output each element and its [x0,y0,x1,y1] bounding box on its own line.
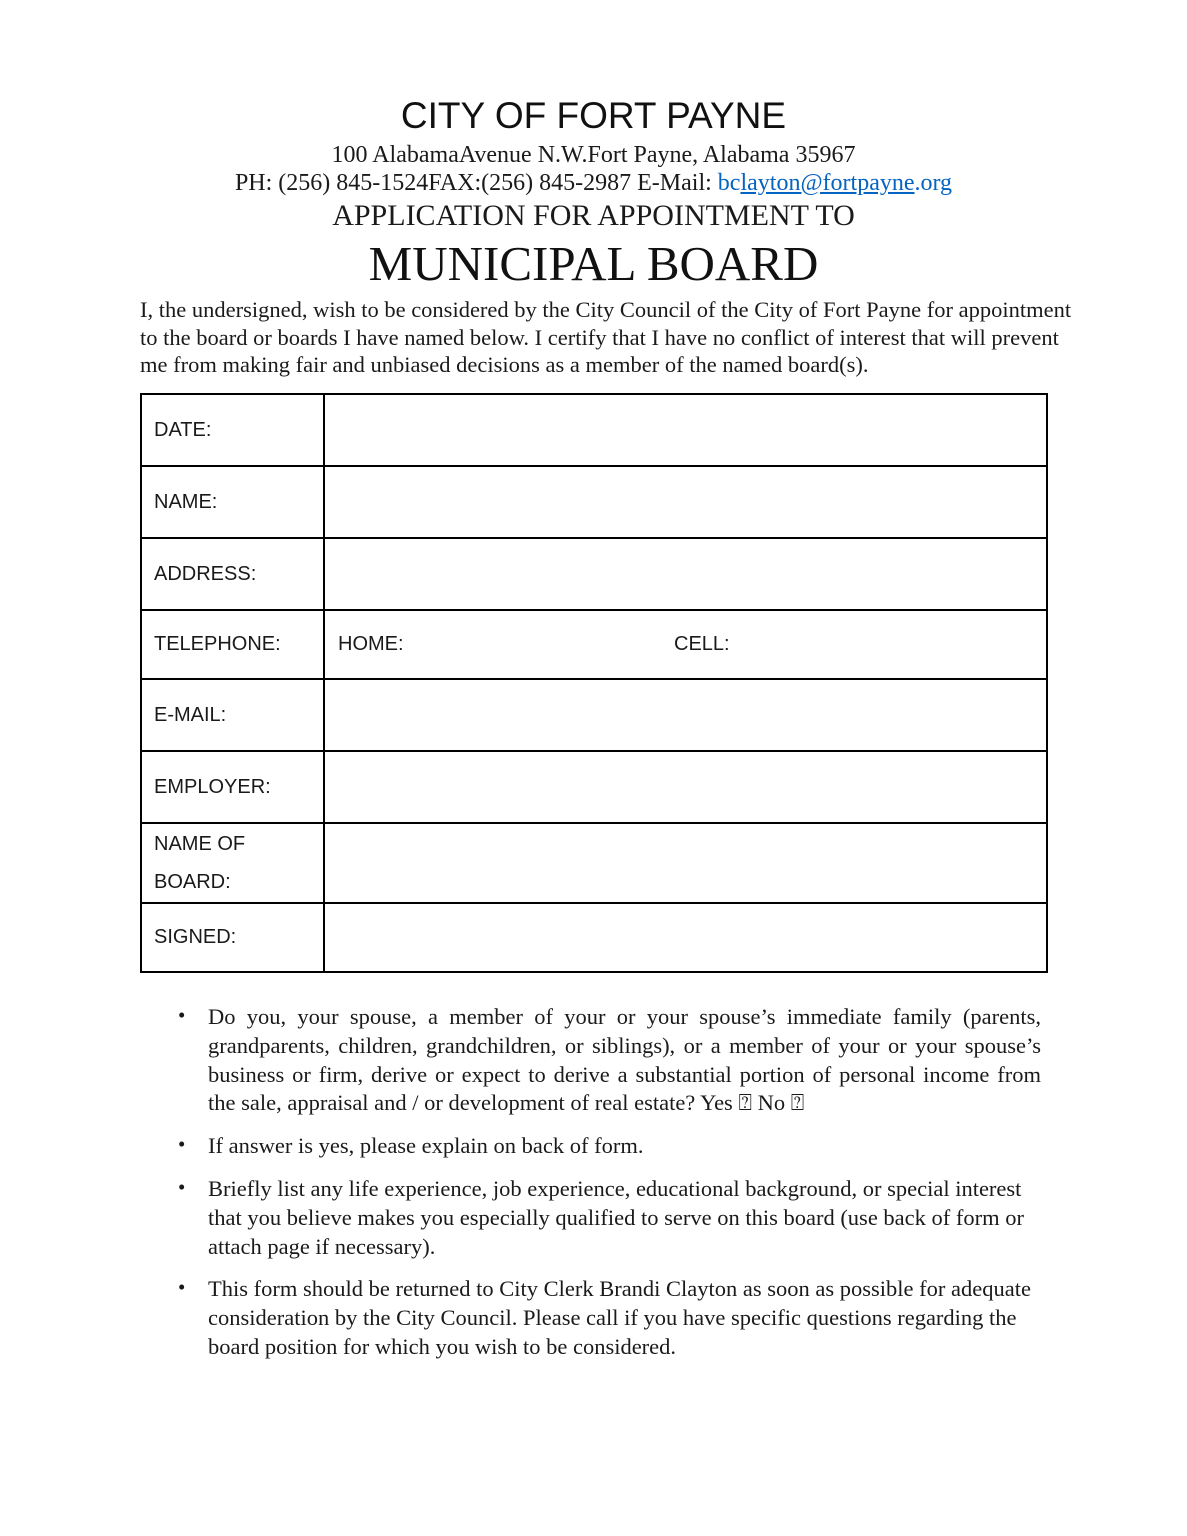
name-input-cell[interactable] [324,466,1047,538]
table-row-name-of-board [141,823,1047,903]
field-label-date: DATE: [141,394,324,466]
home-phone-label: HOME: [338,633,404,656]
note-item-return-instructions: • This form should be returned to City Clerk Brandi Clayton as soon as possible for adequate consideration by the City Council. Please call if you have specific questions regarding the board position for which you wish to be considered. [175,1275,1041,1361]
table-row-email [141,679,1047,751]
name-of-board-input-cell[interactable] [324,823,1047,903]
email-plain-end: .org [914,169,953,196]
application-form-table [140,393,1048,973]
intro-paragraph: I, the undersigned, wish to be considered by the City Council of the City of Fort Payne for appointment to the board or boards I have named below. I certify that I have no conflict of interest that will prevent me from making fair and unbiased decisions as a member of the named board(s). [140,297,1072,377]
email-input-cell[interactable] [324,679,1047,751]
board-title: MUNICIPAL BOARD [368,235,819,291]
email-plain-start: bc [717,169,741,196]
employer-input-cell[interactable] [324,751,1047,823]
field-label-email: E-MAIL: [141,679,324,751]
table-row-signed [141,903,1047,972]
cell-phone-label: CELL: [674,633,730,656]
note-item-if-yes: • If answer is yes, please explain on back of form. [175,1132,1041,1161]
email-underlined: layton@fortpayne [740,169,915,196]
table-row-telephone [141,610,1047,679]
field-label-name-of-board: NAME OF BOARD: [141,823,324,903]
note-item-experience: • Briefly list any life experience, job experience, educational background, or special interest that you believe makes you especially qualified to serve on this board (use back of form or attach page if necessary). [175,1175,1041,1261]
date-input-cell[interactable] [324,394,1047,466]
org-name: CITY OF FORT PAYNE [400,95,787,136]
field-label-name: NAME: [141,466,324,538]
note-item-real-estate-question: • Do you, your spouse, a member of your or your spouse’s immediate family (parents, grandparents, children, grandchildren, or siblings), or a member of your or your spouse’s business or firm, derive or expect to derive a substantial portion of personal income from the sale, appraisal and / or development of real estate? Yes ⍰ No ⍰ [175,1003,1041,1118]
notes-list [175,1003,1041,1362]
table-row-name [141,466,1047,538]
signed-input-cell[interactable] [324,903,1047,972]
contact-line [140,170,1047,197]
application-line: APPLICATION FOR APPOINTMENT TO [332,199,855,233]
table-row-employer [141,751,1047,823]
phone-fax-email-prefix: PH: (256) 845-1524FAX:(256) 845-2987 E-Mail: [234,169,718,196]
table-row-address [141,538,1047,610]
telephone-input-cell[interactable] [324,610,1047,679]
field-label-telephone: TELEPHONE: [141,610,324,679]
table-row-date [141,394,1047,466]
email-link[interactable] [718,170,952,196]
field-label-signed: SIGNED: [141,903,324,972]
field-label-address: ADDRESS: [141,538,324,610]
field-label-employer: EMPLOYER: [141,751,324,823]
address-line: 100 AlabamaAvenue N.W.Fort Payne, Alabama 35967 [331,141,856,168]
address-input-cell[interactable] [324,538,1047,610]
